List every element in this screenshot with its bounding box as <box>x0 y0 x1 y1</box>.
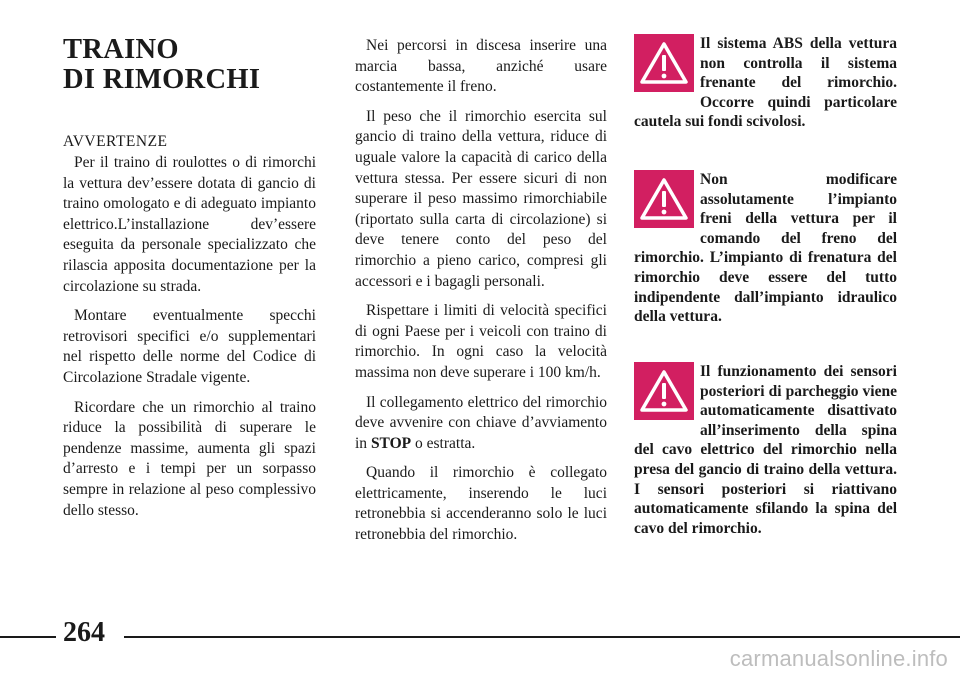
paragraph <box>355 393 607 455</box>
left-column <box>63 30 316 530</box>
warning-text: Il sistema ABS della vettura non controlla il sistema frenante del rimorchio. Occorre quindi particolare cautela sui fondi scivolosi. <box>634 35 897 131</box>
warning-block <box>634 34 897 132</box>
warning-text: Non modificare assolutamente l’impianto freni della vettura per il comando del freno del rimorchio. L’impianto di frenatura del rimorchio deve essere del tutto indipendente dall’impianto idraulico della vettura. <box>634 171 897 326</box>
stop-keyword: STOP <box>370 434 412 452</box>
paragraph: Nei percorsi in discesa inserire una marcia bassa, anziché usare costantemente il freno. <box>355 37 607 96</box>
paragraph: Montare eventualmente specchi retrovisori specifici e/o supplementari nel rispetto delle norme del Codice di Circolazione Stradale vigente. <box>63 307 316 386</box>
watermark: carmanualsonline.info <box>729 646 948 671</box>
warning-triangle-icon <box>634 170 694 228</box>
footer-divider <box>0 636 56 638</box>
warning-block <box>634 362 897 538</box>
paragraph: Per il traino di roulottes o di rimorchi la vettura dev’essere dotata di gancio di traino omologato e di adeguato impianto elettrico.L’installazione dev’essere eseguita da personale specializzato che rilascia apposita documentazione per la circolazione su strada. <box>63 154 316 295</box>
text-run: Il collegamento elettrico del rimorchio deve avvenire con chiave d’avviamento in <box>355 393 607 452</box>
paragraph: Il peso che il rimorchio esercita sul gancio di traino della vettura, riduce di uguale valore la capacità di carico della vettura stessa. Per essere sicuri di non superare il peso massimo rimorchiabile (riportato sulla carta di circolazione) si deve tenere conto del peso del rimorchio a pieno carico, compresi gli accessori e i bagagli personali. <box>355 107 607 290</box>
title-line-2: DI RIMORCHI <box>63 64 261 95</box>
paragraph: Ricordare che un rimorchio al traino riduce la possibilità di superare le pendenze massime, aumenta gli spazi d’arresto e i tempi per un sorpasso sempre in relazione al peso complessivo dello stesso. <box>63 398 316 519</box>
warning-block <box>634 170 897 327</box>
footer-divider <box>124 636 960 638</box>
page-title <box>63 35 316 95</box>
warning-triangle-icon <box>634 362 694 420</box>
warning-triangle-icon <box>634 34 694 92</box>
warning-text: Il funzionamento dei sensori posteriori di parcheggio viene automaticamente disattivato all’inserimento della spina del cavo elettrico del rimorchio nella presa del gancio di traino della vettura. I sensori posteriori si riattivano automaticamente sfilando la spina del cavo del rimorchio. <box>634 363 897 537</box>
paragraph: Rispettare i limiti di velocità specifici di ogni Paese per i veicoli con traino di rimorchio. In ogni caso la velocità massima non deve superare i 100 km/h. <box>355 302 607 381</box>
title-line-1: TRAINO <box>63 34 179 65</box>
section-subheading: AVVERTENZE <box>63 133 168 150</box>
page-number: 264 <box>63 617 105 648</box>
text-run: o estratta. <box>411 434 476 452</box>
middle-column <box>355 36 607 555</box>
paragraph: Quando il rimorchio è collegato elettricamente, inserendo le luci retronebbia si accenderanno solo le luci retronebbia del rimorchio. <box>355 464 607 544</box>
